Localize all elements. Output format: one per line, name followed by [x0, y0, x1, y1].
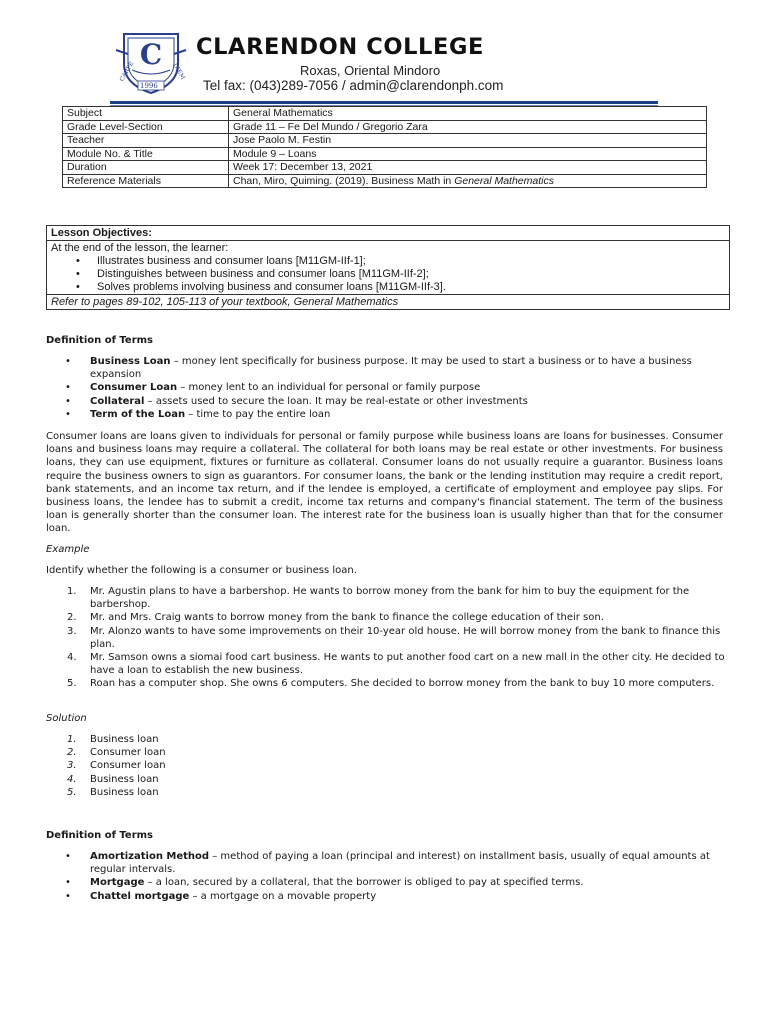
list-item: 4. Business loan [67, 773, 159, 785]
list-item: 5. Roan has a computer shop. She owns 6 computers. She decided to borrow money from the bank to buy 10 more computers. [67, 678, 715, 690]
term: Consumer Loan [90, 382, 178, 394]
definition: – a loan, secured by a collateral, that the borrower is obliged to pay at specified terms. [144, 877, 584, 889]
definitions-list [45, 850, 723, 903]
table-row [63, 107, 707, 121]
solution-label: Solution [46, 713, 87, 724]
info-key: Grade Level-Section [63, 120, 229, 134]
college-name: CLARENDON COLLEGE [196, 34, 484, 60]
table-row [63, 161, 707, 175]
example-item-text: Mr. and Mrs. Craig wants to borrow money from the bank to finance the college education of their son. [90, 612, 604, 624]
solution-answer: Business loan [90, 773, 159, 785]
college-contact: Tel fax: (043)289-7056 / admin@clarendonph.com [203, 78, 504, 93]
info-value: Jose Paolo M. Festin [229, 134, 707, 148]
example-item-text: Mr. Alonzo wants to have some improvements on their 10-year old house. He will borrow money from the bank to finance this plan. [90, 625, 721, 650]
list-item [45, 395, 723, 408]
college-location: Roxas, Oriental Mindoro [300, 63, 441, 78]
letterhead [0, 0, 768, 110]
example-item-text: Mr. Agustin plans to have a barbershop. He wants to borrow money from the bank for him to buy the equipment for the barbershop. [90, 586, 690, 611]
textbook-reference: Refer to pages 89-102, 105-113 of your textbook, General Mathematics [47, 294, 729, 309]
objectives-list [47, 255, 729, 294]
term: Chattel mortgage [90, 890, 190, 902]
definition: – money lent to an individual for personal or family purpose [177, 382, 481, 394]
definition: – money lent specifically for business purpose. It may be used to start a business or to have a business expansion [90, 356, 692, 381]
info-key: Module No. & Title [63, 147, 229, 161]
list-item [45, 876, 723, 889]
example-list [45, 585, 725, 691]
list-item: 1. Mr. Agustin plans to have a barbershop. He wants to borrow money from the bank for him to buy the equipment for the barbershop. [67, 586, 690, 611]
reference-title: General Mathematics [454, 174, 554, 187]
definitions-list [45, 355, 723, 421]
list-item [45, 408, 723, 421]
definition: – assets used to secure the loan. It may be real-estate or other investments [144, 395, 528, 407]
module-info-table [62, 106, 707, 188]
section-heading: Definition of Terms [46, 830, 154, 841]
seal-year: 1996 [140, 82, 158, 90]
info-value: General Mathematics [229, 107, 707, 121]
example-instruction: Identify whether the following is a consumer or business loan. [46, 565, 357, 576]
info-value: Module 9 – Loans [229, 147, 707, 161]
info-key: Subject [63, 107, 229, 121]
info-value: Grade 11 – Fe Del Mundo / Gregorio Zara [229, 120, 707, 134]
list-item: 3. Mr. Alonzo wants to have some improvements on their 10-year old house. He will borrow money from the bank to finance this plan. [67, 625, 721, 650]
definition: – time to pay the entire loan [185, 408, 331, 420]
info-value: Week 17: December 13, 2021 [229, 161, 707, 175]
term: Business Loan [90, 356, 171, 367]
seal-right-text: DIEM [171, 62, 187, 81]
solution-answer: Business loan [90, 786, 159, 798]
term: Term of the Loan [90, 408, 186, 420]
list-item: 2. Consumer loan [67, 747, 166, 759]
reference-text: Chan, Miro, Quiming. (2019). Business Math in [233, 174, 455, 187]
info-key: Teacher [63, 134, 229, 148]
lesson-objectives-box [46, 225, 730, 310]
definition: – method of paying a loan (principal and interest) on installment basis, usually of equal amounts at regular intervals. [90, 851, 710, 876]
list-item: 4. Mr. Samson owns a siomai food cart business. He wants to put another food cart on a new mall in the other city. He decided to have a loan to establish the new business. [67, 652, 725, 677]
table-row [63, 147, 707, 161]
example-item-text: Mr. Samson owns a siomai food cart business. He wants to put another food cart on a new mall in the other city. He decided to have a loan to establish the new business. [90, 652, 725, 677]
table-row [63, 174, 707, 188]
list-item: 2. Mr. and Mrs. Craig wants to borrow money from the bank to finance the college education of their son. [67, 612, 604, 624]
term: Amortization Method [90, 851, 210, 862]
list-item [45, 355, 723, 381]
section-heading: Definition of Terms [46, 335, 154, 346]
list-item [45, 850, 723, 876]
list-item [45, 890, 723, 903]
objectives-intro: At the end of the lesson, the learner: [51, 242, 229, 254]
loan-comparison-paragraph: Consumer loans are loans given to individuals for personal or family purpose while business loans are loans for businesses. Consumer loans and business loans may require a collateral. The collateral for both loans may be real estate or other investments. For business loans, they can use equipment, fixtures or furniture as collateral. Consumer loans do not usually require a guarantor. Business loans require the business owners to sign as guarantors. For consumer loans, the bank or the lending institution may require a credit report, bank statements, and an income tax return, and if the lendee is employed, a certificate of employment and employee pay slips. For business loans, the lendee has to submit a credit, income tax returns and company's financial statement. The term of the business loan is generally shorter than the consumer loan. The interest rate for the business loan is usually higher than that for the consumer loan. [46, 431, 723, 535]
list-item: • Illustrates business and consumer loans [M11GM-IIf-1]; [97, 255, 729, 268]
header-rule [110, 101, 658, 104]
list-item: 3. Consumer loan [67, 760, 166, 772]
list-item: • Solves problems involving business and consumer loans [M11GM-IIf-3]. [97, 281, 729, 294]
seal-left-text: CARPE [118, 60, 136, 83]
table-row [63, 120, 707, 134]
info-key: Reference Materials [63, 174, 229, 188]
term: Mortgage [90, 877, 145, 889]
list-item: 1. Business loan [67, 734, 159, 745]
example-item-text: Roan has a computer shop. She owns 6 computers. She decided to borrow money from the bank to buy 10 more computers. [90, 678, 715, 690]
info-key: Duration [63, 161, 229, 175]
solution-answer: Consumer loan [90, 747, 166, 759]
list-item: • Distinguishes between business and consumer loans [M11GM-IIf-2]; [97, 268, 729, 281]
list-item: 5. Business loan [67, 786, 159, 798]
table-row [63, 134, 707, 148]
solution-answer: Business loan [90, 734, 159, 745]
list-item [45, 381, 723, 394]
solution-list [45, 733, 725, 799]
definition: – a mortgage on a movable property [189, 890, 377, 902]
term: Collateral [90, 395, 145, 407]
info-value [229, 174, 707, 188]
solution-answer: Consumer loan [90, 760, 166, 772]
objectives-title: Lesson Objectives: [47, 226, 729, 241]
example-label: Example [46, 544, 90, 555]
svg-text:C: C [139, 38, 163, 71]
